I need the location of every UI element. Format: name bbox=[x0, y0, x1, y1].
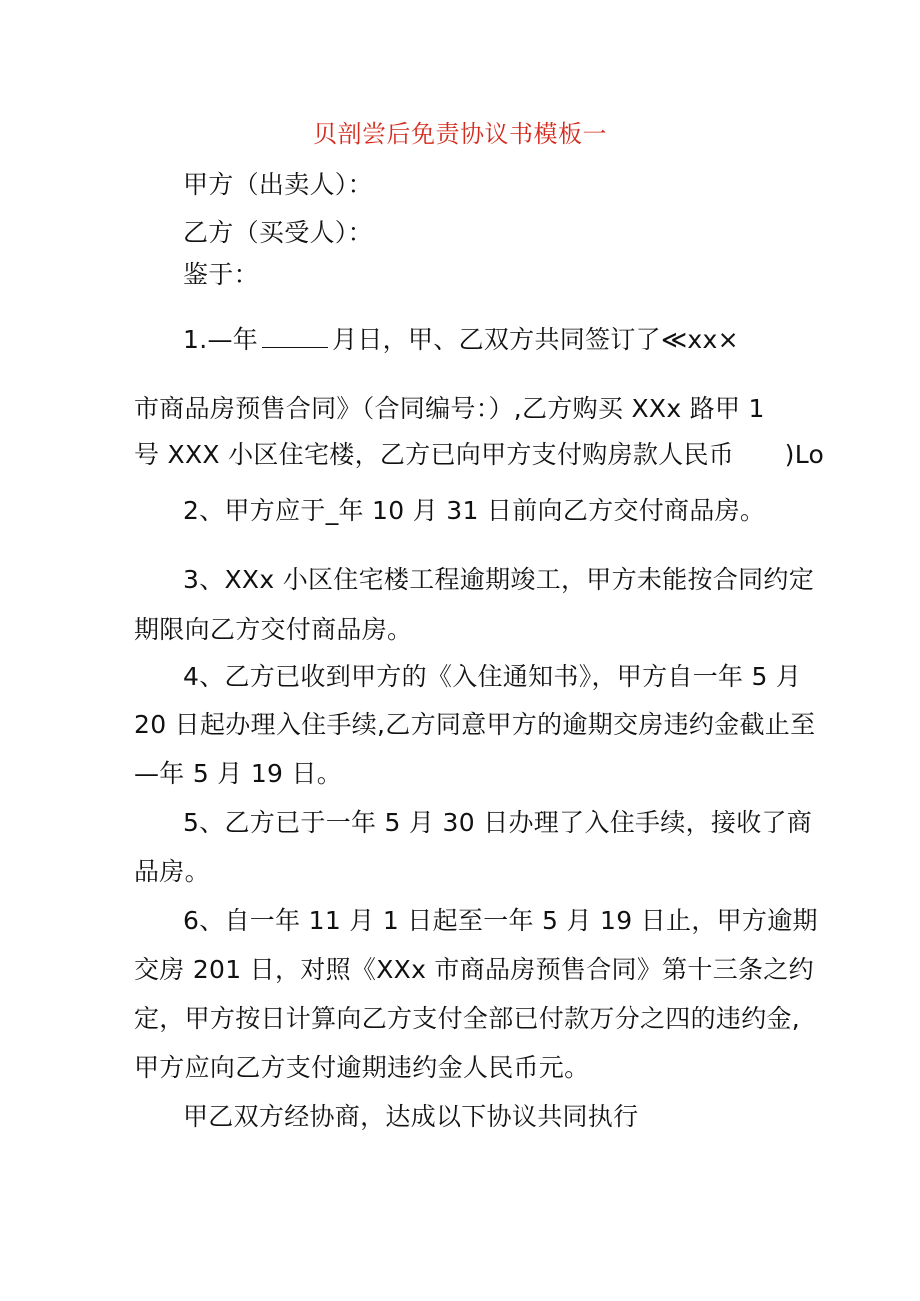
whereas-line: 鉴于： bbox=[183, 260, 259, 289]
party-b-line: 乙方（买受人）： bbox=[183, 218, 373, 247]
item6-line2: 交房 201 日，对照《XXx 市商品房预售合同》第十三条之约 bbox=[134, 955, 814, 984]
item3-line2: 期限向乙方交付商品房。 bbox=[134, 615, 413, 644]
item4-line2: 20 日起办理入住手续,乙方同意甲方的逾期交房违约金截止至 bbox=[134, 710, 816, 739]
item1-prefix: 1.—年 bbox=[183, 325, 259, 354]
item6-line3: 定，甲方按日计算向乙方支付全部已付款万分之四的违约金, bbox=[134, 1004, 801, 1033]
party-a-line: 甲方（出卖人）： bbox=[183, 170, 373, 199]
item5-line2: 品房。 bbox=[134, 857, 210, 886]
item5-line1: 5、乙方已于一年 5 月 30 日办理了入住手续，接收了商 bbox=[183, 808, 813, 837]
item6-line1: 6、自一年 11 月 1 日起至一年 5 月 19 日止，甲方逾期 bbox=[183, 906, 818, 935]
item1-suffix: 月日，甲、乙双方共同签订了≪xx× bbox=[332, 325, 739, 354]
item6-line4: 甲方应向乙方支付逾期违约金人民币元。 bbox=[134, 1053, 590, 1082]
item2-line: 2、甲方应于_年 10 月 31 日前向乙方交付商品房。 bbox=[183, 496, 766, 525]
item1-line1 bbox=[183, 321, 798, 357]
date-blank bbox=[262, 321, 328, 348]
item1-line3: 号 XXX 小区住宅楼，乙方已向甲方支付购房款人民币 )Lo bbox=[134, 440, 825, 469]
item4-line3: —年 5 月 19 日。 bbox=[134, 759, 343, 788]
item3-line1: 3、XXx 小区住宅楼工程逾期竣工，甲方未能按合同约定 bbox=[183, 565, 815, 594]
document-title: 贝剖尝后免责协议书模板一 bbox=[313, 120, 607, 148]
closing-line: 甲乙双方经协商，达成以下协议共同执行 bbox=[183, 1102, 639, 1131]
item1-line2: 市商品房预售合同》（合同编号：）,乙方购买 XXx 路甲 1 bbox=[134, 394, 765, 423]
item4-line1: 4、乙方已收到甲方的《入住通知书》，甲方自一年 5 月 bbox=[183, 662, 802, 691]
